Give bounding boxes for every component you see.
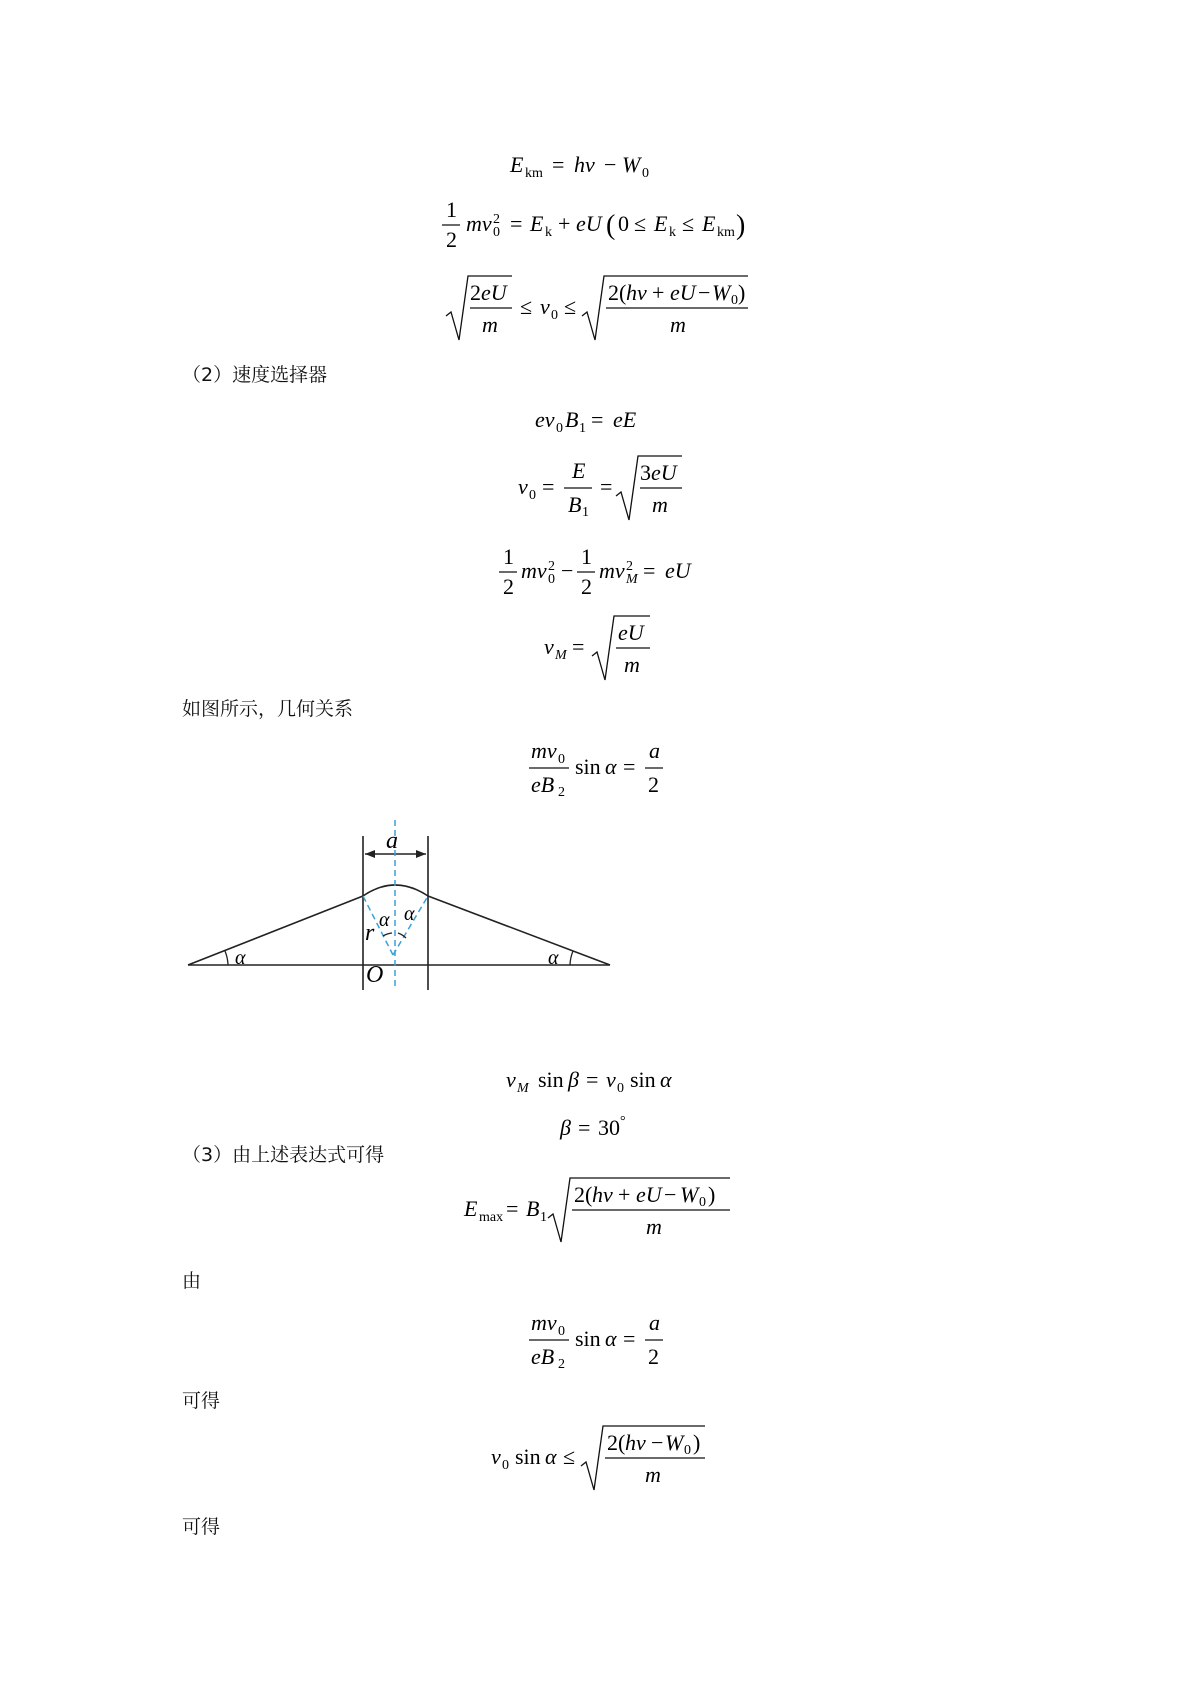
paragraph-geometry: 如图所示，几何关系	[182, 698, 354, 720]
svg-text:W: W	[622, 152, 641, 177]
svg-text:B: B	[565, 407, 579, 432]
svg-text:E: E	[464, 1196, 478, 1221]
svg-text:eU: eU	[481, 280, 507, 305]
svg-text:2: 2	[648, 1344, 659, 1369]
svg-text:a: a	[649, 738, 660, 763]
svg-text:0: 0	[617, 1081, 624, 1096]
svg-text:M: M	[517, 1081, 529, 1096]
svg-text:k: k	[669, 225, 676, 240]
svg-text:mv: mv	[531, 738, 557, 763]
svg-text:m: m	[645, 1462, 661, 1487]
svg-text:=: =	[586, 1067, 599, 1092]
svg-text:0: 0	[493, 225, 500, 240]
svg-text:−: −	[604, 152, 617, 177]
svg-text:E: E	[654, 211, 668, 236]
paragraph-from: 由	[182, 1270, 202, 1292]
svg-text:2: 2	[581, 574, 592, 599]
svg-text:v: v	[491, 1444, 501, 1469]
svg-text:2(: 2(	[608, 280, 627, 305]
paragraph-obtain-2: 可得	[182, 1516, 221, 1538]
svg-text:1: 1	[579, 421, 586, 436]
svg-text:B: B	[526, 1196, 540, 1221]
svg-text:°: °	[620, 1114, 626, 1129]
svg-text:=: =	[542, 474, 555, 499]
svg-text:=: =	[578, 1115, 591, 1140]
equation-12	[0, 1300, 1200, 1380]
svg-text:sin: sin	[538, 1067, 564, 1092]
svg-text:=: =	[506, 1196, 519, 1221]
svg-text:mv: mv	[521, 558, 547, 583]
svg-text:1: 1	[540, 1210, 547, 1225]
svg-text:ev: ev	[535, 407, 555, 432]
svg-text:sin: sin	[575, 1326, 601, 1351]
label-alpha-inner-left: α	[379, 909, 390, 931]
svg-text:v: v	[540, 294, 550, 319]
equation-6	[0, 532, 1200, 612]
equation-13	[0, 1418, 1200, 1498]
svg-text:eU: eU	[670, 280, 696, 305]
paragraph-velocity-selector: （2）速度选择器	[182, 364, 328, 386]
svg-text:eU: eU	[651, 460, 677, 485]
svg-text:−: −	[664, 1182, 677, 1207]
svg-text:mv: mv	[531, 1310, 557, 1335]
svg-text:W: W	[712, 280, 731, 305]
equation-8	[0, 728, 1200, 808]
svg-text:hν: hν	[626, 280, 647, 305]
svg-text:B: B	[568, 492, 582, 517]
equation-2	[0, 185, 1200, 265]
svg-text:m: m	[646, 1214, 662, 1239]
svg-text:0: 0	[558, 752, 565, 767]
svg-text:=: =	[591, 407, 604, 432]
svg-text:mv: mv	[466, 211, 492, 236]
svg-text:): )	[708, 1182, 716, 1207]
svg-text:M: M	[555, 648, 567, 663]
svg-text:0: 0	[529, 488, 536, 503]
svg-text:W: W	[680, 1182, 699, 1207]
svg-text:=: =	[623, 754, 636, 779]
paragraph-part3: （3）由上述表达式可得	[182, 1144, 385, 1166]
svg-text:2: 2	[558, 785, 565, 800]
svg-text:≤: ≤	[520, 294, 533, 319]
svg-text:eE: eE	[613, 407, 637, 432]
svg-text:3: 3	[640, 460, 651, 485]
svg-text:≤: ≤	[564, 294, 577, 319]
svg-text:1: 1	[582, 505, 589, 520]
svg-text:m: m	[670, 312, 686, 337]
svg-text:≤: ≤	[682, 211, 695, 236]
svg-text:(: (	[606, 210, 616, 241]
svg-text:=: =	[510, 211, 523, 236]
svg-text:≤: ≤	[634, 211, 647, 236]
svg-text:0: 0	[684, 1443, 691, 1458]
svg-text:sin: sin	[575, 754, 601, 779]
svg-text:eU: eU	[618, 620, 644, 645]
svg-text:2: 2	[470, 280, 481, 305]
svg-text:km: km	[717, 225, 735, 240]
label-a: a	[386, 828, 398, 854]
paragraph-obtain-1: 可得	[182, 1390, 221, 1412]
svg-text:=: =	[623, 1326, 636, 1351]
svg-text:2(: 2(	[574, 1182, 593, 1207]
svg-text:α: α	[660, 1067, 672, 1092]
svg-text:1: 1	[581, 544, 592, 569]
svg-text:E: E	[702, 211, 716, 236]
svg-text:=: =	[600, 474, 613, 499]
equation-10	[0, 1088, 1200, 1168]
label-r: r	[365, 920, 375, 946]
svg-text:0: 0	[618, 211, 629, 236]
label-alpha-right: α	[548, 947, 559, 969]
svg-text:2: 2	[446, 227, 457, 252]
svg-text:sin: sin	[515, 1444, 541, 1469]
svg-text:eU: eU	[576, 211, 602, 236]
equation-3	[0, 268, 1200, 348]
svg-text:α: α	[605, 754, 617, 779]
svg-text:sin: sin	[630, 1067, 656, 1092]
svg-text:hν: hν	[592, 1182, 613, 1207]
svg-text:0: 0	[699, 1195, 706, 1210]
svg-text:v: v	[506, 1067, 516, 1092]
svg-text:E: E	[510, 152, 524, 177]
svg-text:mv: mv	[599, 558, 625, 583]
svg-text:0: 0	[731, 293, 738, 308]
svg-text:km: km	[525, 166, 543, 181]
svg-text:v: v	[518, 474, 528, 499]
svg-text:2: 2	[503, 574, 514, 599]
svg-text:=: =	[572, 634, 585, 659]
svg-text:max: max	[479, 1210, 504, 1225]
svg-text:0: 0	[548, 572, 555, 587]
svg-text:0: 0	[502, 1458, 509, 1473]
svg-text:1: 1	[446, 197, 457, 222]
svg-text:eB: eB	[531, 772, 555, 797]
svg-text:m: m	[652, 492, 668, 517]
geometry-figure	[180, 810, 620, 1000]
svg-text:α: α	[545, 1444, 557, 1469]
svg-text:v: v	[606, 1067, 616, 1092]
svg-text:m: m	[624, 652, 640, 677]
svg-text:E: E	[530, 211, 544, 236]
svg-text:=: =	[552, 152, 565, 177]
svg-text:): )	[693, 1430, 701, 1455]
svg-text:a: a	[649, 1310, 660, 1335]
svg-text:0: 0	[558, 1324, 565, 1339]
svg-text:2: 2	[648, 772, 659, 797]
svg-text:W: W	[665, 1430, 684, 1455]
equation-7	[0, 608, 1200, 688]
svg-text:2: 2	[558, 1357, 565, 1372]
svg-text:−: −	[561, 558, 574, 583]
svg-text:v: v	[544, 634, 554, 659]
equation-11	[0, 1170, 1200, 1250]
svg-text:−: −	[698, 280, 711, 305]
svg-text:β: β	[568, 1067, 579, 1092]
svg-text:hν: hν	[625, 1430, 646, 1455]
svg-text:k: k	[545, 225, 552, 240]
svg-text:+: +	[652, 280, 665, 305]
svg-text:M: M	[626, 572, 638, 587]
svg-text:m: m	[482, 312, 498, 337]
svg-text:2(: 2(	[607, 1430, 626, 1455]
svg-text:1: 1	[503, 544, 514, 569]
svg-text:eU: eU	[636, 1182, 662, 1207]
label-alpha-inner-right: α	[404, 903, 415, 925]
svg-text:2: 2	[548, 559, 555, 574]
svg-text:2: 2	[626, 559, 633, 574]
svg-text:+: +	[558, 211, 571, 236]
svg-text:+: +	[618, 1182, 631, 1207]
svg-text:β: β	[560, 1115, 571, 1140]
svg-text:≤: ≤	[563, 1444, 576, 1469]
equation-5	[0, 448, 1200, 528]
svg-text:0: 0	[556, 421, 563, 436]
svg-text:): )	[738, 280, 746, 305]
svg-text:): )	[736, 210, 746, 241]
svg-text:E: E	[572, 458, 586, 483]
svg-text:0: 0	[642, 166, 649, 181]
svg-text:=: =	[643, 558, 656, 583]
svg-text:30: 30	[598, 1115, 620, 1140]
svg-text:−: −	[651, 1430, 664, 1455]
svg-text:α: α	[605, 1326, 617, 1351]
label-alpha-left: α	[235, 947, 246, 969]
svg-text:hν: hν	[574, 152, 595, 177]
svg-text:2: 2	[493, 212, 500, 227]
svg-text:eU: eU	[665, 558, 691, 583]
svg-text:eB: eB	[531, 1344, 555, 1369]
label-O: O	[366, 962, 384, 988]
svg-text:0: 0	[551, 308, 558, 323]
